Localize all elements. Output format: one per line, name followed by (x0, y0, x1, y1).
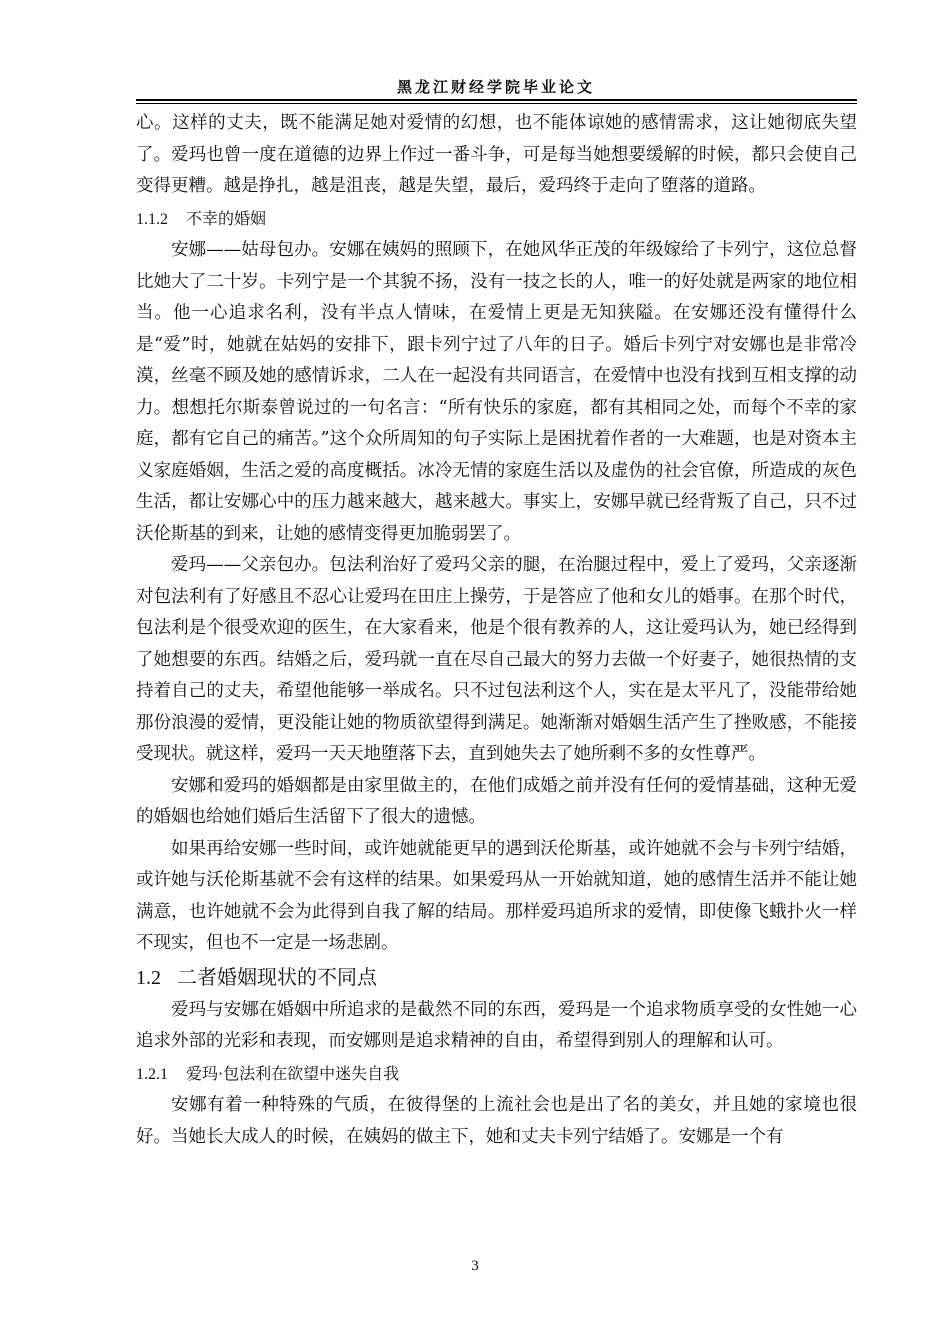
section-heading-1-2-1 (136, 1058, 857, 1091)
section-number: 1.2 (136, 966, 161, 989)
section-title: 二者婚姻现状的不同点 (177, 964, 377, 989)
running-header-title: 黑龙江财经学院毕业论文 (396, 78, 595, 96)
header-rule-thick (136, 99, 857, 101)
body-text (136, 108, 857, 1153)
header-rule-thin (136, 103, 857, 104)
paragraph-anna-temperament: 安娜有着一种特殊的气质，在彼得堡的上流社会也是出了名的美女，并且她的家境也很好。当她长大成人的时候，在姨妈的做主下，她和丈夫卡列宁结婚了。安娜是一个有 (136, 1095, 857, 1147)
section-number: 1.2.1 (136, 1065, 168, 1083)
paragraph-anna-marriage: 安娜——姑母包办。安娜在姨妈的照顾下，在她风华正茂的年级嫁给了卡列宁，这位总督比她大了二十岁。卡列宁是一个其貌不扬，没有一技之长的人，唯一的好处就是两家的地位相当。他一心追求名利，没有半点人情味，在爱情上更是无知狭隘。在安娜还没有懂得什么是“爱”时，她就在姑妈的安排下，跟卡列宁过了八年的日子。婚后卡列宁对安娜也是非常冷漠，丝毫不顾及她的感情诉求，二人在一起没有共同语言，在爱情中也没有找到互相支撑的动力。想想托尔斯泰曾说过的一句名言：“所有快乐的家庭，都有其相同之处，而每个不幸的家庭，都有它自己的痛苦。”这个众所周知的句子实际上是困扰着作者的一大难题，也是对资本主义家庭婚姻，生活之爱的高度概括。冰冷无情的家庭生活以及虚伪的社会官僚，所造成的灰色生活，都让安娜心中的压力越来越大，越来越大。事实上，安娜早就已经背叛了自己，只不过沃伦斯基的到来，让她的感情变得更加脆弱罢了。 (136, 240, 857, 544)
paragraph-hypothetical: 如果再给安娜一些时间，或许她就能更早的遇到沃伦斯基，或许她就不会与卡列宁结婚，或许她与沃伦斯基就不会有这样的结果。如果爱玛从一开始就知道，她的感情生活并不能让她满意，也许她就不会为此得到自我了解的结局。那样爱玛追所求的爱情，即使像飞蛾扑火一样不现实，但也不一定是一场悲剧。 (136, 838, 857, 953)
section-heading-1-1-2 (136, 203, 857, 236)
paragraph-differences: 爱玛与安娜在婚姻中所追求的是截然不同的东西，爱玛是一个追求物质享受的女性她一心追求外部的光彩和表现，而安娜则是追求精神的自由，希望得到别人的理解和认可。 (136, 999, 857, 1051)
paragraph-emma-marriage: 爱玛——父亲包办。包法利治好了爱玛父亲的腿，在治腿过程中，爱上了爱玛，父亲逐渐对包法利有了好感且不忍心让爱玛在田庄上操劳，于是答应了他和女儿的婚事。在那个时代，包法利是个很受欢迎的医生，在大家看来，他是个很有教养的人，这让爱玛认为，她已经得到了她想要的东西。结婚之后，爱玛就一直在尽自己最大的努力去做一个好妻子，她很热情的支持着自己的丈夫，希望他能够一举成名。只不过包法利这个人，实在是太平凡了，没能带给她那份浪漫的爱情，更没能让她的物质欲望得到满足。她渐渐对婚姻生活产生了挫败感，不能接受现状。就这样，爱玛一天天地堕落下去，直到她失去了她所剩不多的女性尊严。 (136, 555, 857, 764)
section-heading-1-2 (136, 960, 857, 995)
page-number: 3 (471, 1258, 479, 1274)
section-title: 不幸的婚姻 (186, 208, 267, 228)
section-title: 爱玛·包法利在欲望中迷失自我 (186, 1063, 400, 1083)
paragraph-continued: 心。这样的丈夫，既不能满足她对爱情的幻想，也不能体谅她的感情需求，这让她彻底失望了。爱玛也曾一度在道德的边界上作过一番斗争，可是每当她想要缓解的时候，都只会使自己变得更糟。越是挣扎，越是沮丧，越是失望，最后，爱玛终于走向了堕落的道路。 (136, 113, 857, 196)
section-number: 1.1.2 (136, 210, 168, 228)
paragraph-both-marriages: 安娜和爱玛的婚姻都是由家里做主的，在他们成婚之前并没有任何的爱情基础，这种无爱的婚姻也给她们婚后生活留下了很大的遗憾。 (136, 775, 857, 827)
